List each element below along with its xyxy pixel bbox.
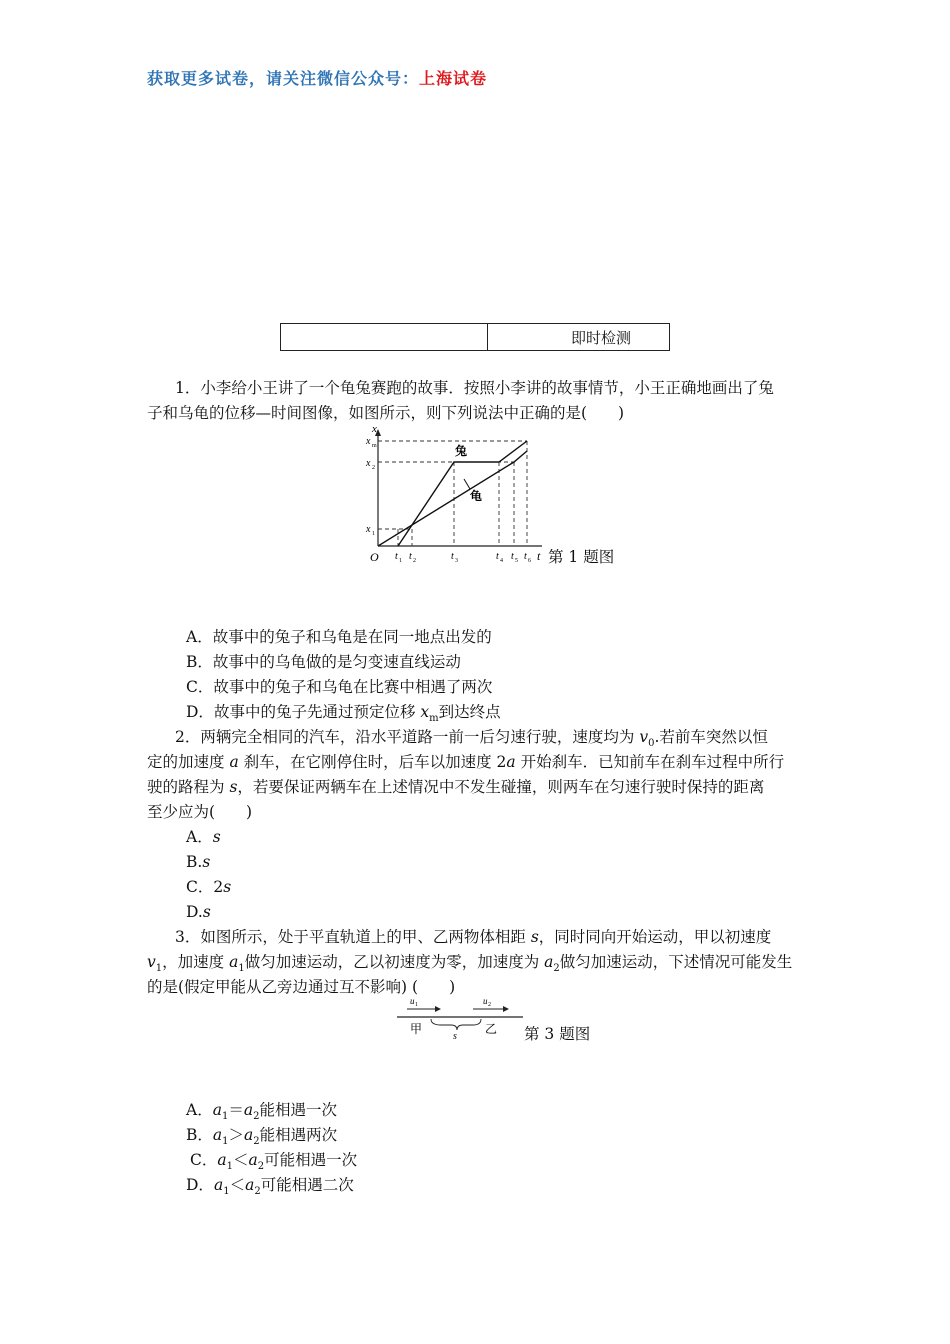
var-sub: 1 (221, 1111, 229, 1123)
x-axis-label: t (537, 549, 541, 563)
var-a: a (212, 1101, 222, 1119)
xtick-t1-sub: 1 (399, 558, 402, 564)
q3-figure-caption: 第 3 题图 (524, 1025, 591, 1043)
var-a: a (212, 1126, 223, 1144)
s-label: s (453, 1031, 457, 1041)
origin-label: O (370, 550, 379, 564)
q3-text: ，加速度 (162, 953, 230, 971)
relation: ＜ (229, 1176, 246, 1194)
option-text-tail: 到达终点 (438, 703, 501, 721)
q2-text: .若前车突然以恒 (654, 728, 768, 746)
xtick-t5: t (511, 551, 514, 562)
option-letter: C． (190, 1151, 218, 1169)
option-letter: B． (186, 1126, 213, 1144)
u2-sub: 2 (488, 1002, 491, 1008)
q1-option-a[interactable] (186, 627, 492, 647)
var-a: a (245, 1176, 255, 1194)
q1-option-c[interactable] (186, 677, 492, 697)
q2-number: 2． (175, 728, 201, 746)
option-text: 可能相遇二次 (260, 1176, 354, 1194)
option-text: s (202, 903, 211, 921)
option-letter: A． (186, 828, 213, 846)
q3-number: 3． (175, 928, 201, 946)
q2-text: 定的加速度 (147, 753, 230, 771)
q3-text: 做匀加速运动，乙以初速度为零，加速度为 (244, 953, 545, 971)
table-divider (487, 324, 488, 350)
var-a: a (544, 953, 554, 971)
option-text: 2 (213, 878, 224, 896)
xtick-t6: t (524, 551, 527, 562)
q3-option-c[interactable] (190, 1150, 357, 1177)
q3-line1 (175, 927, 771, 947)
ytick-x2: x (366, 458, 371, 469)
q1-option-b[interactable] (186, 652, 461, 672)
xtick-t3-sub: 3 (455, 558, 458, 564)
var-s: s (229, 778, 238, 796)
var-sub: 1 (226, 1161, 233, 1173)
var-a: a (244, 1126, 254, 1144)
q3-option-b[interactable] (186, 1125, 337, 1152)
yi-label: 乙 (485, 1022, 498, 1036)
option-text: 可能相遇一次 (264, 1151, 358, 1169)
option-text: 故事中的兔子和乌龟是在同一地点出发的 (212, 628, 492, 646)
section-title: 即时检测 (571, 329, 632, 347)
var-sub: 2 (253, 1111, 260, 1123)
header-notice (147, 66, 487, 89)
var-a: a (213, 1176, 224, 1194)
var-sub: 0 (648, 738, 655, 750)
q2-option-b[interactable] (186, 852, 210, 872)
option-text: 能相遇两次 (259, 1126, 338, 1144)
q3-option-d[interactable] (186, 1175, 354, 1202)
option-text: 故事中的兔子和乌龟在比赛中相遇了两次 (213, 678, 493, 696)
xtick-t2: t (409, 551, 412, 562)
xtick-t2-sub: 2 (413, 558, 416, 564)
turtle-label: 龟 (470, 489, 483, 503)
q2-text: 刹车，在它刚停住时，后车以加速度 2 (238, 753, 507, 771)
q1-figure-caption: 第 1 题图 (548, 548, 615, 566)
var-sub: 2 (254, 1186, 261, 1198)
q2-line3 (147, 777, 764, 797)
ytick-x1-sub: 1 (372, 531, 375, 537)
xtick-t1: t (395, 551, 398, 562)
option-text: s (223, 878, 232, 896)
var-x: x (420, 703, 430, 721)
u1-label: u (410, 996, 415, 1006)
q1-text-1: 小李给小王讲了一个龟兔赛跑的故事．按照小李讲的故事情节，小王正确地画出了兔 (200, 379, 774, 397)
ytick-x1: x (366, 524, 371, 535)
q2-line4: 至少应为( ) (147, 803, 253, 821)
option-letter: A． (186, 628, 213, 646)
option-letter: B. (186, 853, 203, 871)
option-letter: D. (186, 903, 203, 921)
q2-option-a[interactable] (186, 827, 221, 847)
option-text: 故事中的乌龟做的是匀变速直线运动 (212, 653, 461, 671)
var-a: a (229, 953, 239, 971)
xtick-t4: t (496, 551, 499, 562)
ytick-xm: x (366, 436, 371, 447)
var-sub: 1 (223, 1186, 230, 1198)
q3-line3: 的是(假定甲能从乙旁边通过互不影响) ( ) (147, 978, 456, 996)
q2-option-d[interactable] (186, 902, 211, 922)
option-text: s (202, 853, 211, 871)
q3-text: ，同时同向开始运动，甲以初速度 (538, 928, 772, 946)
var-a: a (217, 1151, 227, 1169)
q2-text: 两辆完全相同的汽车，沿水平道路一前一后匀速行驶，速度均为 (200, 728, 640, 746)
var-v: v (147, 953, 156, 971)
y-axis-label: x (372, 424, 377, 435)
var-sub: 2 (553, 963, 560, 975)
ytick-x2-sub: 2 (372, 465, 375, 471)
xtick-t3: t (451, 551, 454, 562)
option-letter: D． (186, 1176, 214, 1194)
xtick-t4-sub: 4 (500, 558, 503, 564)
xtick-t5-sub: 5 (515, 558, 518, 564)
var-sub: 1 (222, 1136, 229, 1148)
q3-option-a[interactable] (186, 1100, 337, 1127)
option-text: 故事中的兔子先通过预定位移 (213, 703, 416, 721)
var-a: a (506, 753, 516, 771)
q2-line1 (175, 727, 768, 754)
var-sub: 1 (238, 963, 245, 975)
var-sub: 2 (253, 1136, 260, 1148)
q3-figure (395, 993, 525, 1041)
option-letter: C． (186, 678, 214, 696)
q1-figure (362, 424, 552, 569)
section-header-table (280, 323, 670, 351)
jia-label: 甲 (410, 1022, 423, 1036)
var-a: a (243, 1101, 254, 1119)
var-v: v (639, 728, 649, 746)
q1-option-d[interactable] (186, 702, 501, 729)
q1-line1 (175, 378, 774, 398)
q2-text: 开始刹车．已知前车在刹车过程中所行 (515, 753, 785, 771)
q2-option-c[interactable] (186, 877, 231, 897)
var-a: a (248, 1151, 258, 1169)
relation: ＞ (228, 1126, 245, 1144)
option-letter: D． (186, 703, 214, 721)
q2-line2 (147, 752, 784, 772)
option-text: s (212, 828, 221, 846)
var-s: s (530, 928, 539, 946)
relation: ＜ (233, 1151, 249, 1169)
q3-line2 (147, 952, 792, 979)
option-text: 能相遇一次 (259, 1101, 337, 1119)
header-brand: 上海试卷 (419, 69, 488, 88)
q1-number: 1． (175, 379, 201, 397)
var-sub: 1 (155, 963, 163, 975)
q2-text: 驶的路程为 (147, 778, 230, 796)
rabbit-label: 兔 (455, 444, 468, 458)
option-letter: A． (186, 1101, 213, 1119)
var-sub: m (429, 713, 439, 725)
u1-sub: 1 (415, 1002, 418, 1008)
ytick-xm-sub: m (372, 443, 377, 449)
option-letter: B． (186, 653, 213, 671)
option-letter: C． (186, 878, 214, 896)
q1-line2: 子和乌龟的位移—时间图像，如图所示，则下列说法中正确的是( ) (147, 404, 625, 422)
xtick-t6-sub: 6 (528, 558, 531, 564)
u2-label: u (483, 996, 488, 1006)
q2-text: ，若要保证两辆车在上述情况中不发生碰撞，则两车在匀速行驶时保持的距离 (237, 778, 765, 796)
header-prefix: 获取更多试卷，请关注微信公众号： (147, 69, 420, 88)
var-sub: 2 (257, 1161, 265, 1173)
var-a: a (229, 753, 239, 771)
relation: ＝ (228, 1101, 244, 1119)
q3-text: 做匀加速运动，下述情况可能发生 (559, 953, 793, 971)
q3-text: 如图所示，处于平直轨道上的甲、乙两物体相距 (200, 928, 531, 946)
